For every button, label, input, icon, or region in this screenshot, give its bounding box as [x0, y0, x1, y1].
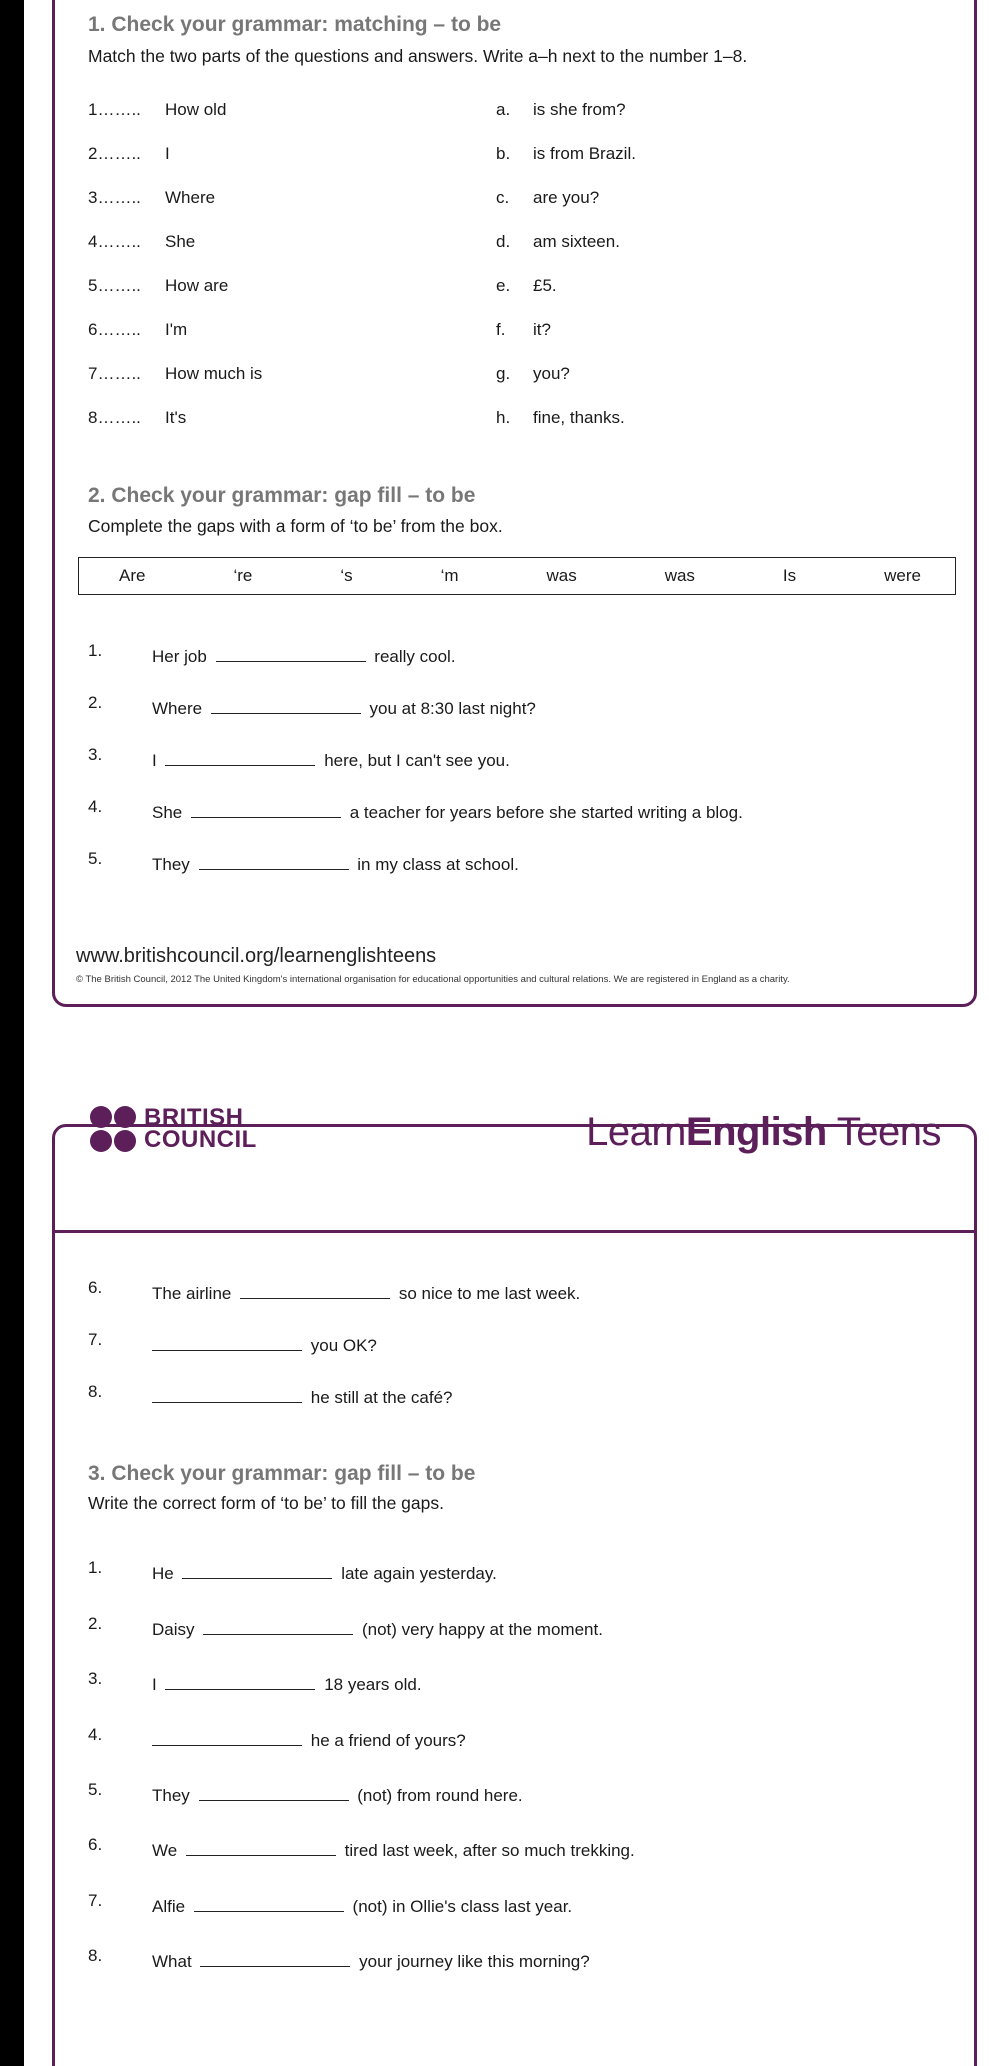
item-number: 3.	[88, 745, 103, 764]
match-right-text: is she from?	[533, 100, 626, 119]
match-letter: h.	[496, 408, 511, 427]
sentence-end: so nice to me last week.	[398, 1284, 581, 1303]
sentence-end: a teacher for years before she started writing a blog.	[349, 803, 743, 822]
gap-sentence	[152, 1786, 523, 1806]
match-letter: c.	[496, 188, 510, 207]
gap-sentence	[152, 1284, 580, 1304]
sentence-end: here, but I can't see you.	[324, 751, 510, 770]
footer-copyright: © The British Council, 2012 The United Kingdom's international organisation for educational opportunities and cultural relations. We are registered in England as a charity.	[76, 974, 790, 985]
match-number: 7……..	[88, 364, 141, 383]
answer-gap[interactable]	[165, 751, 315, 766]
brand-teens: Teens	[826, 1110, 941, 1154]
sentence-end: really cool.	[374, 647, 456, 666]
sentence-end: tired last week, after so much trekking.	[344, 1841, 635, 1860]
item-number: 7.	[88, 1891, 103, 1910]
answer-gap[interactable]	[199, 855, 349, 870]
match-number: 2……..	[88, 144, 141, 163]
answer-gap[interactable]	[186, 1841, 336, 1856]
answer-gap[interactable]	[182, 1564, 332, 1579]
sentence-end: 18 years old.	[324, 1675, 422, 1694]
item-number: 1.	[88, 641, 103, 660]
word-box-item: ‘m	[440, 566, 459, 585]
section2-title: 2. Check your grammar: gap fill – to be	[88, 484, 476, 507]
sentence-start: The airline	[152, 1284, 232, 1303]
sentence-start: Daisy	[152, 1620, 195, 1639]
word-box	[78, 557, 956, 595]
answer-gap[interactable]	[152, 1731, 302, 1746]
match-left-text: She	[165, 232, 196, 251]
answer-gap[interactable]	[191, 803, 341, 818]
answer-gap[interactable]	[211, 699, 361, 714]
item-number: 6.	[88, 1278, 103, 1297]
match-right-text: £5.	[533, 276, 557, 295]
match-letter: d.	[496, 232, 511, 251]
item-number: 5.	[88, 849, 103, 868]
section3-title: 3. Check your grammar: gap fill – to be	[88, 1462, 476, 1485]
match-left-text: How old	[165, 100, 227, 119]
brand-english: English	[685, 1110, 827, 1154]
gap-sentence	[152, 855, 519, 875]
match-letter: a.	[496, 100, 511, 119]
match-number: 5……..	[88, 276, 141, 295]
sentence-end: your journey like this morning?	[359, 1952, 590, 1971]
answer-gap[interactable]	[194, 1897, 344, 1912]
gap-sentence	[152, 1388, 453, 1408]
gap-sentence	[152, 751, 510, 771]
sentence-start: He	[152, 1564, 174, 1583]
match-right-text: you?	[533, 364, 570, 383]
gap-sentence	[152, 803, 743, 823]
match-letter: e.	[496, 276, 511, 295]
section1-title: 1. Check your grammar: matching – to be	[88, 13, 502, 36]
match-left-text: It's	[165, 408, 187, 427]
sentence-end: in my class at school.	[357, 855, 519, 874]
brand-learn: Learn	[586, 1110, 686, 1154]
gap-sentence	[152, 1564, 497, 1584]
answer-gap[interactable]	[165, 1675, 315, 1690]
sentence-start: Alfie	[152, 1897, 186, 1916]
section2-instructions: Complete the gaps with a form of ‘to be’ from the box.	[88, 516, 503, 536]
item-number: 2.	[88, 693, 103, 712]
answer-gap[interactable]	[240, 1284, 390, 1299]
item-number: 7.	[88, 1330, 103, 1349]
answer-gap[interactable]	[199, 1786, 349, 1801]
word-box-item: Is	[782, 566, 797, 585]
gap-sentence	[152, 1336, 377, 1356]
match-right-text: fine, thanks.	[533, 408, 625, 427]
sentence-start: They	[152, 1786, 190, 1805]
match-number: 1……..	[88, 100, 141, 119]
logo-line-1: BRITISH	[144, 1104, 244, 1131]
gap-sentence	[152, 1841, 635, 1861]
match-number: 3……..	[88, 188, 141, 207]
match-number: 8……..	[88, 408, 141, 427]
match-letter: f.	[496, 320, 506, 339]
item-number: 5.	[88, 1780, 103, 1799]
logo-dot-icon	[114, 1130, 136, 1152]
sentence-start: Her job	[152, 647, 207, 666]
answer-gap[interactable]	[203, 1620, 353, 1635]
match-left-text: Where	[165, 188, 216, 207]
gap-sentence	[152, 1675, 422, 1695]
word-box-item: ‘re	[233, 566, 253, 585]
match-number: 4……..	[88, 232, 141, 251]
logo-dot-icon	[90, 1106, 112, 1128]
sentence-end: you OK?	[310, 1336, 377, 1355]
answer-gap[interactable]	[200, 1952, 350, 1967]
match-left-text: How are	[165, 276, 229, 295]
gap-sentence	[152, 647, 456, 667]
sentence-start: She	[152, 803, 183, 822]
sentence-start: They	[152, 855, 190, 874]
sentence-start: We	[152, 1841, 178, 1860]
item-number: 6.	[88, 1835, 103, 1854]
word-box-item: were	[884, 566, 921, 585]
sentence-end: he a friend of yours?	[310, 1731, 466, 1750]
sentence-start: I	[152, 751, 157, 770]
sentence-start: I	[152, 1675, 157, 1694]
item-number: 3.	[88, 1669, 103, 1688]
footer-url[interactable]: www.britishcouncil.org/learnenglishteens	[76, 945, 437, 967]
answer-gap[interactable]	[152, 1388, 302, 1403]
word-box-item: was	[546, 566, 577, 585]
logo-dot-icon	[114, 1106, 136, 1128]
gap-sentence	[152, 699, 536, 719]
sentence-end: he still at the café?	[310, 1388, 453, 1407]
sentence-end: (not) very happy at the moment.	[361, 1620, 603, 1639]
answer-gap[interactable]	[152, 1336, 302, 1351]
british-council-logo	[86, 1104, 257, 1154]
item-number: 8.	[88, 1382, 103, 1401]
learnenglish-teens-brand	[586, 1110, 941, 1155]
sentence-end: (not) in Ollie's class last year.	[352, 1897, 573, 1916]
gap-sentence	[152, 1952, 590, 1972]
word-box-item: ‘s	[340, 566, 353, 585]
sentence-end: (not) from round here.	[357, 1786, 523, 1805]
word-box-item: Are	[119, 566, 146, 585]
word-box-item: was	[664, 566, 695, 585]
match-right-text: am sixteen.	[533, 232, 620, 251]
match-letter: g.	[496, 364, 511, 383]
match-right-text: are you?	[533, 188, 600, 207]
sentence-start: Where	[152, 699, 203, 718]
section3-instructions: Write the correct form of ‘to be’ to fill the gaps.	[88, 1493, 444, 1513]
item-number: 2.	[88, 1614, 103, 1633]
sentence-start: What	[152, 1952, 192, 1971]
gap-sentence	[152, 1897, 572, 1917]
match-right-text: is from Brazil.	[533, 144, 636, 163]
item-number: 4.	[88, 797, 103, 816]
worksheet-page-1	[24, 0, 989, 1070]
match-left-text: How much is	[165, 364, 263, 383]
worksheet-page-2	[24, 1070, 989, 2066]
match-number: 6……..	[88, 320, 141, 339]
sentence-end: you at 8:30 last night?	[369, 699, 536, 718]
page-frame	[52, 1124, 977, 2066]
match-right-text: it?	[533, 320, 551, 339]
sentence-end: late again yesterday.	[341, 1564, 497, 1583]
match-left-text: I'm	[165, 320, 188, 339]
item-number: 8.	[88, 1946, 103, 1965]
header-divider	[55, 1230, 974, 1233]
section1-instructions: Match the two parts of the questions and answers. Write a–h next to the number 1–8.	[88, 46, 748, 66]
match-letter: b.	[496, 144, 511, 163]
item-number: 1.	[88, 1558, 103, 1577]
item-number: 4.	[88, 1725, 103, 1744]
logo-dot-icon	[90, 1130, 112, 1152]
gap-sentence	[152, 1731, 466, 1751]
match-left-text: I	[165, 144, 170, 163]
gap-sentence	[152, 1620, 603, 1640]
logo-line-2: COUNCIL	[144, 1126, 257, 1153]
answer-gap[interactable]	[216, 647, 366, 662]
